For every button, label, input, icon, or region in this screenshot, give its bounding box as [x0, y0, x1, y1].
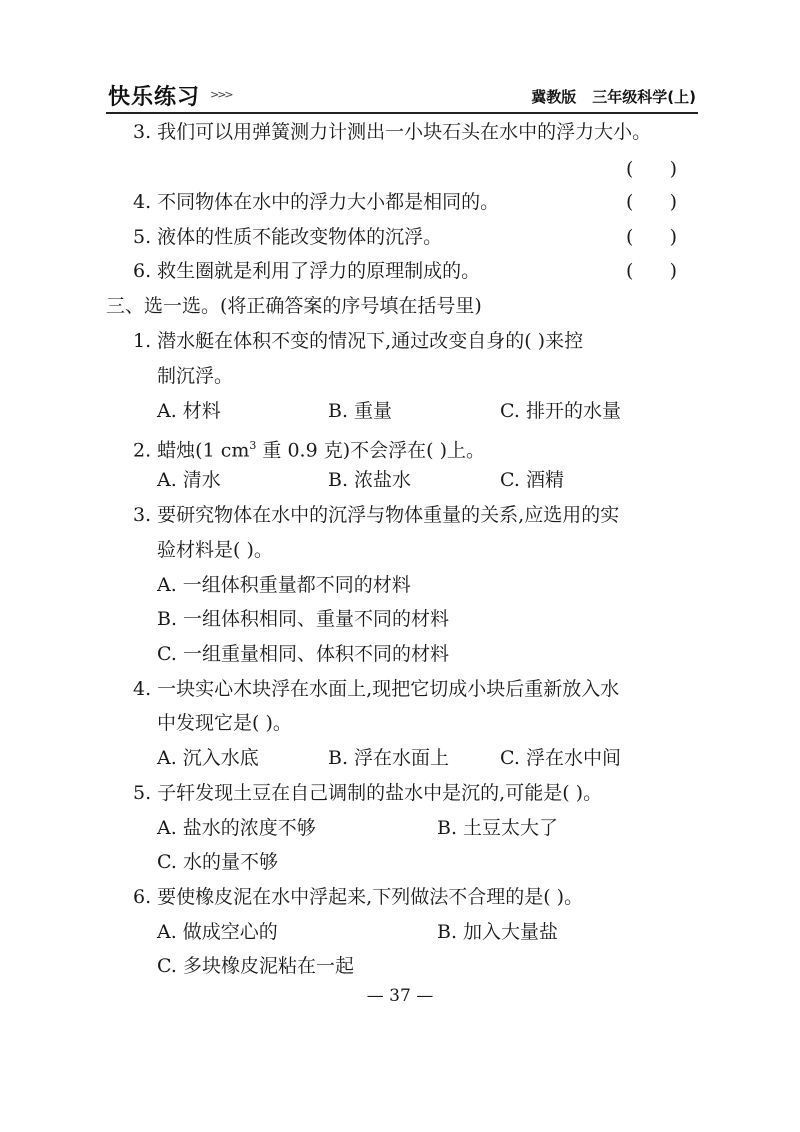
- question-6-option-c[interactable]: C. 多块橡皮泥粘在一起: [157, 955, 354, 977]
- section-title: 三、选一选。(将正确答案的序号填在括号里): [106, 295, 482, 317]
- question-4-option-c[interactable]: C. 浮在水中间: [500, 747, 621, 769]
- edition-label: [531, 86, 696, 107]
- edition-publisher: 冀教版: [531, 88, 577, 106]
- question-1-option-b[interactable]: B. 重量: [328, 400, 393, 422]
- answer-blank[interactable]: ( ): [626, 158, 678, 180]
- answer-blank[interactable]: ( ): [626, 191, 678, 213]
- chevron-icon: >>>: [210, 88, 232, 101]
- question-3-option-c[interactable]: C. 一组重量相同、体积不同的材料: [157, 643, 449, 665]
- question-3-option-a[interactable]: A. 一组体积重量都不同的材料: [157, 574, 411, 596]
- question-2-stem-pre: 2. 蜡烛(1 cm: [133, 439, 250, 462]
- question-2-stem: [133, 434, 485, 462]
- answer-blank[interactable]: ( ): [626, 260, 678, 282]
- answer-blank[interactable]: ( ): [626, 226, 678, 248]
- question-1-stem: 1. 潜水艇在体积不变的情况下,通过改变自身的( )来控: [133, 330, 584, 352]
- question-6-option-a[interactable]: A. 做成空心的: [157, 921, 278, 943]
- question-2-option-c[interactable]: C. 酒精: [500, 469, 564, 491]
- judge-item-3: 3. 我们可以用弹簧测力计测出一小块石头在水中的浮力大小。: [133, 121, 652, 143]
- question-4-option-a[interactable]: A. 沉入水底: [157, 747, 259, 769]
- question-5-option-c[interactable]: C. 水的量不够: [157, 851, 278, 873]
- superscript: 3: [249, 439, 257, 452]
- question-4-stem-cont: 中发现它是( )。: [157, 712, 292, 734]
- edition-grade: 三年级科学(上): [592, 88, 696, 106]
- question-4-option-b[interactable]: B. 浮在水面上: [328, 747, 450, 769]
- question-5-option-b[interactable]: B. 土豆太大了: [437, 817, 559, 839]
- question-1-stem-cont: 制沉浮。: [157, 365, 234, 387]
- judge-item-5: 5. 液体的性质不能改变物体的沉浮。: [133, 226, 443, 248]
- judge-item-4: 4. 不同物体在水中的浮力大小都是相同的。: [133, 191, 500, 213]
- question-1-option-a[interactable]: A. 材料: [157, 400, 221, 422]
- question-5-stem: 5. 子轩发现土豆在自己调制的盐水中是沉的,可能是( )。: [133, 782, 603, 804]
- question-2-option-a[interactable]: A. 清水: [157, 469, 221, 491]
- question-6-stem: 6. 要使橡皮泥在水中浮起来,下列做法不合理的是( )。: [133, 886, 584, 908]
- question-1-option-c[interactable]: C. 排开的水量: [500, 400, 621, 422]
- brand-title: 快乐练习: [108, 85, 201, 110]
- question-2-option-b[interactable]: B. 浓盐水: [328, 469, 412, 491]
- question-3-stem-cont: 验材料是( )。: [157, 539, 273, 561]
- question-2-stem-post: 重 0.9 克)不会浮在( )上。: [256, 439, 485, 462]
- judge-item-6: 6. 救生圈就是利用了浮力的原理制成的。: [133, 260, 481, 282]
- page-number: — 37 —: [366, 986, 434, 1006]
- question-6-option-b[interactable]: B. 加入大量盐: [437, 921, 559, 943]
- question-3-stem: 3. 要研究物体在水中的沉浮与物体重量的关系,应选用的实: [133, 504, 620, 526]
- question-4-stem: 4. 一块实心木块浮在水面上,现把它切成小块后重新放入水: [133, 678, 620, 700]
- question-3-option-b[interactable]: B. 一组体积相同、重量不同的材料: [157, 608, 450, 630]
- question-5-option-a[interactable]: A. 盐水的浓度不够: [157, 817, 316, 839]
- page-header: [106, 80, 698, 114]
